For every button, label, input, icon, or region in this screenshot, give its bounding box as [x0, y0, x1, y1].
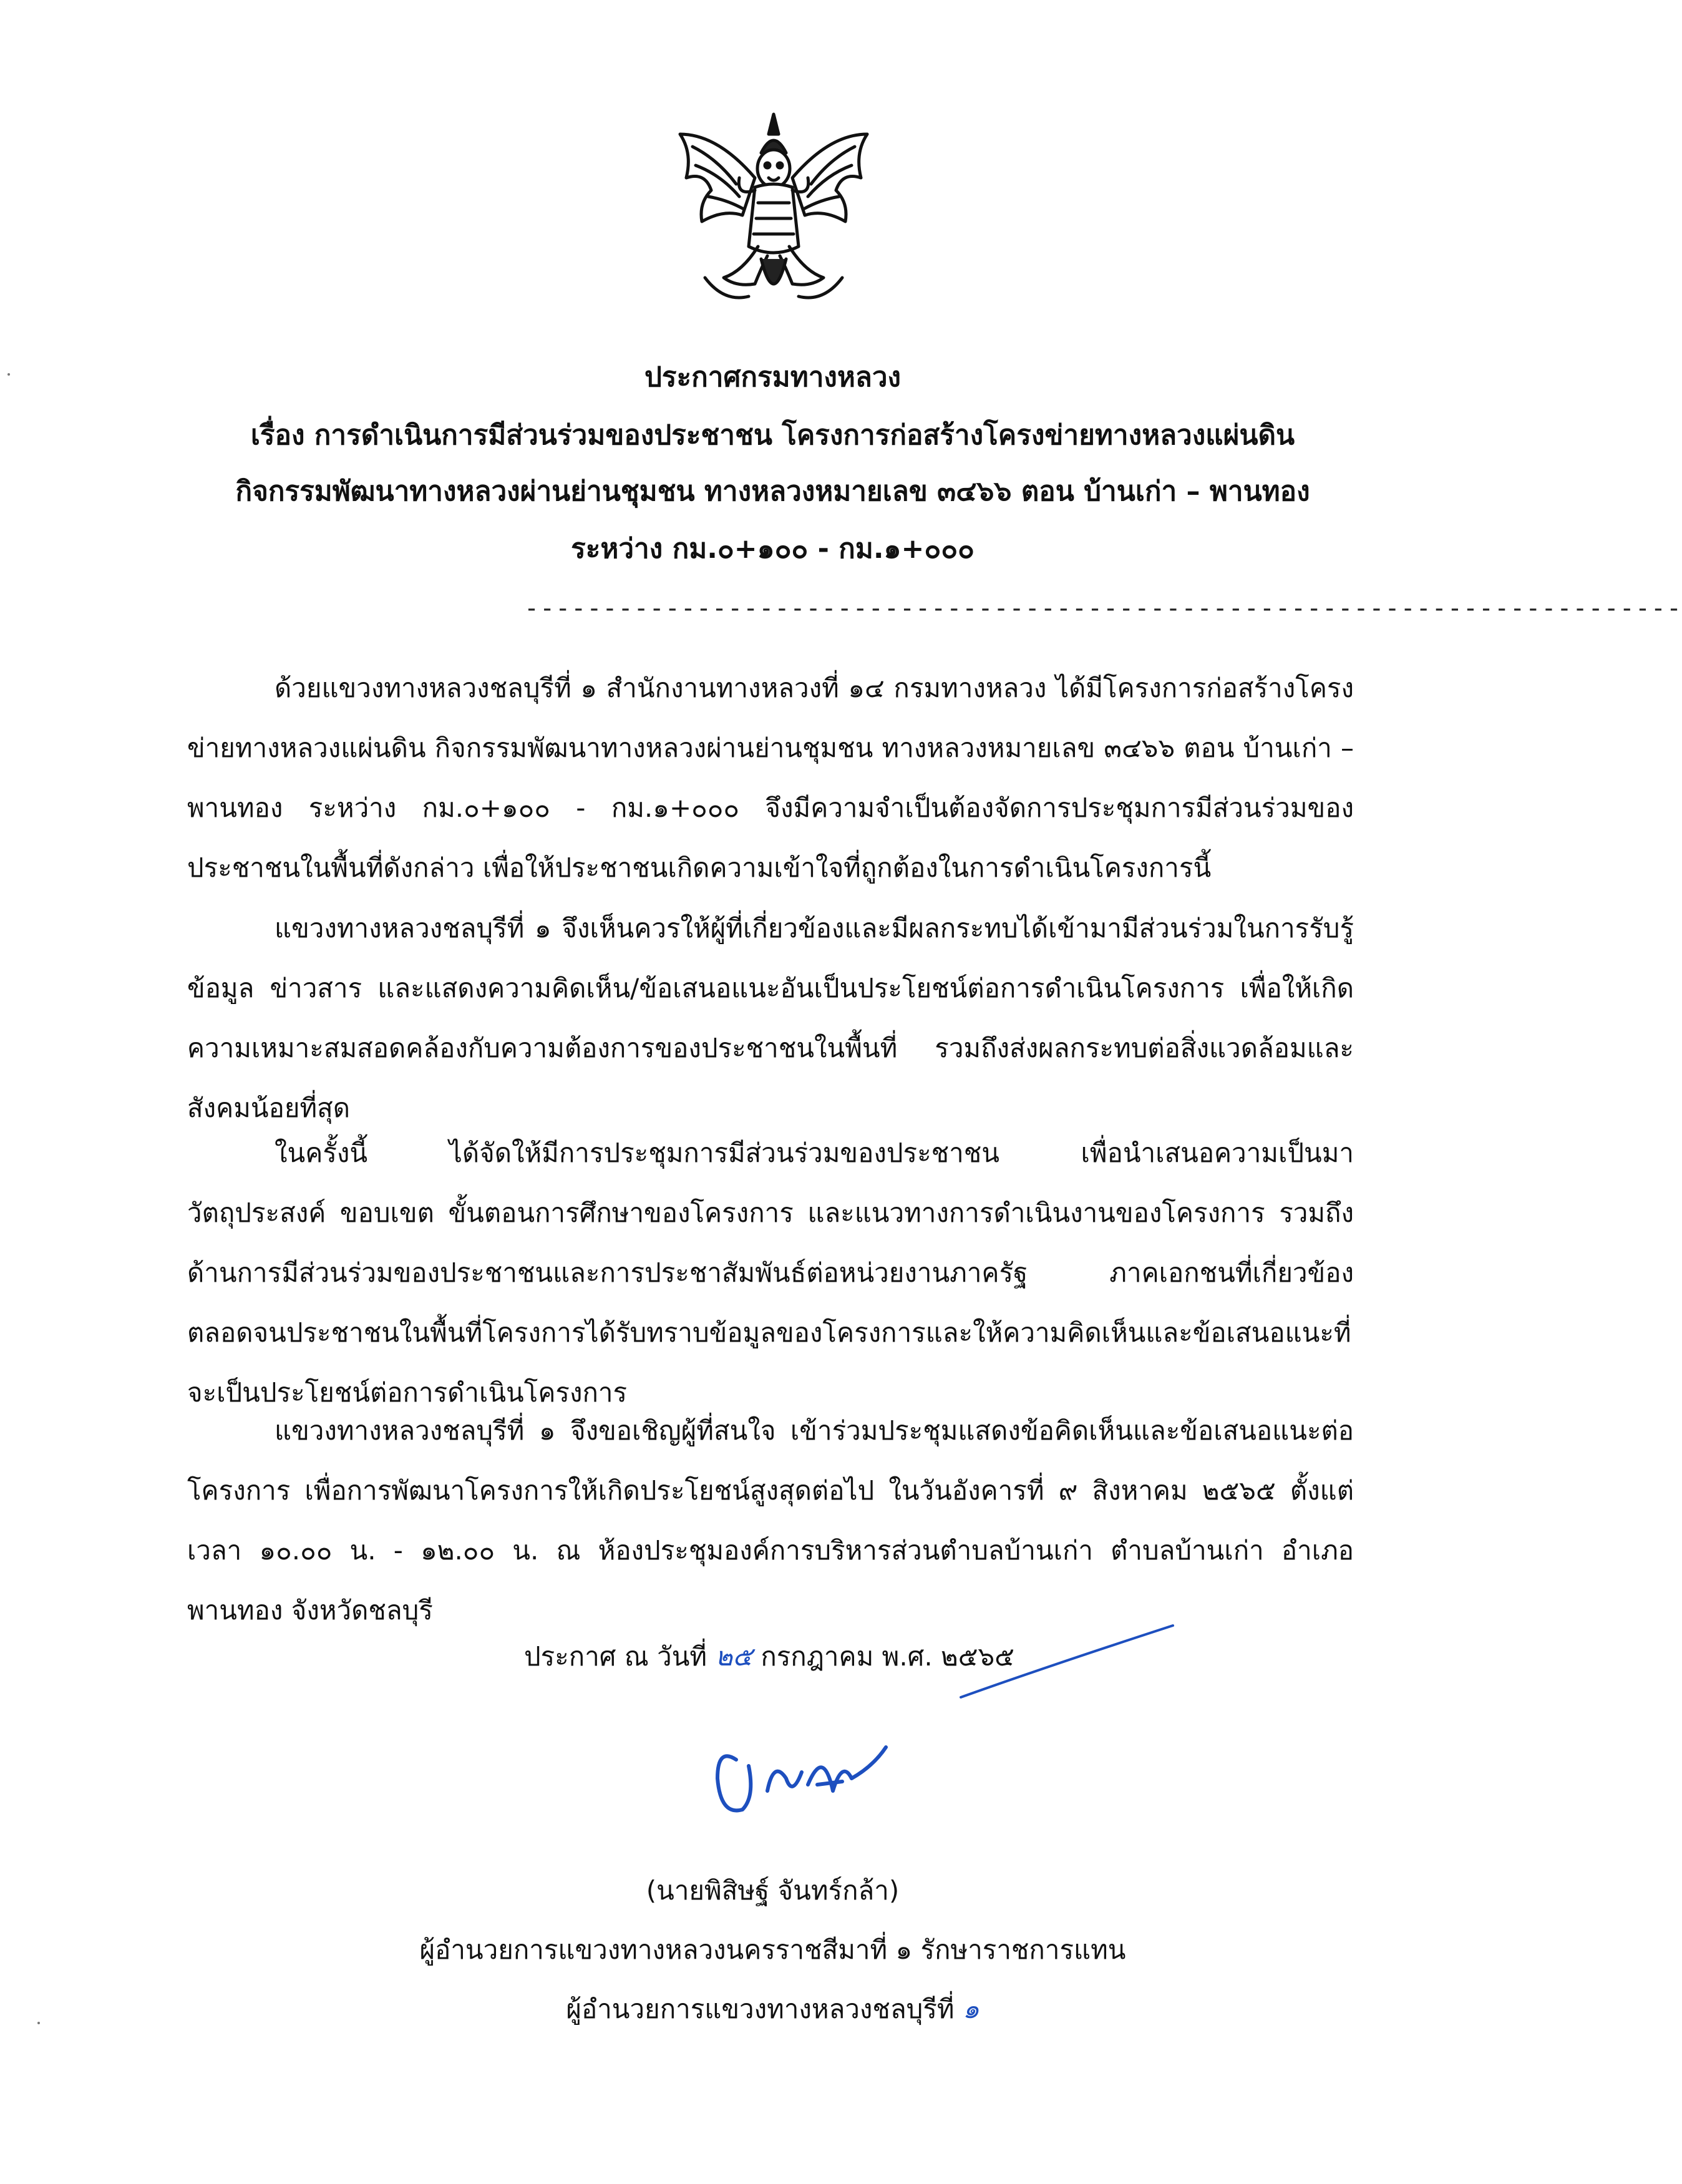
handwritten-signature: [699, 1722, 898, 1835]
announce-prefix: ประกาศ ณ วันที่: [524, 1641, 707, 1672]
announcement-activity: กิจกรรมพัฒนาทางหลวงผ่านย่านชุมชน ทางหลวงหมายเลข ๓๔๖๖ ตอน บ้านเก่า – พานทอง: [235, 475, 1310, 507]
body-paragraph-4: แขวงทางหลวงชลบุรีที่ ๑ จึงขอเชิญผู้ที่สนใจ เข้าร่วมประชุมแสดงข้อคิดเห็นและข้อเสนอแนะต่อโครงการ เพื่อการพัฒนาโครงการให้เกิดประโยชน์สูงสุดต่อไป ในวันอังคารที่ ๙ สิงหาคม ๒๕๖๕ ตั้งแต่เวลา ๑๐.๐๐ น. - ๑๒.๐๐ น. ณ ห้องประชุมองค์การบริหารส่วนตำบลบ้านเก่า ตำบลบ้านเก่า อำเภอพานทอง จังหวัดชลบุรี: [187, 1415, 1354, 1626]
announce-day-handwritten: ๒๕: [715, 1641, 752, 1672]
signer-position: [0, 1987, 1545, 2031]
header-divider: --------------------------------------------------------------------------: [524, 594, 1682, 623]
signer-position-acting: ผู้อำนวยการแขวงทางหลวงนครราชสีมาที่ ๑ รักษาราชการแทน: [419, 1934, 1126, 1965]
announce-suffix: กรกฎาคม พ.ศ. ๒๕๖๕: [761, 1641, 1014, 1672]
announcement-date: [524, 1635, 1014, 1679]
signer-position-text: ผู้อำนวยการแขวงทางหลวงชลบุรีที่: [566, 1994, 955, 2024]
scan-speck: [37, 2022, 40, 2024]
pen-stroke: [955, 1622, 1179, 1704]
signer-position-number: ๑: [962, 1994, 980, 2024]
scan-speck: [7, 373, 10, 376]
announcement-title: ประกาศกรมทางหลวง: [644, 361, 902, 393]
garuda-emblem-icon: [668, 109, 880, 321]
signer-name: (นายพิสิษฐ์ จันทร์กล้า): [646, 1875, 900, 1906]
body-paragraph-1: ด้วยแขวงทางหลวงชลบุรีที่ ๑ สำนักงานทางหลวงที่ ๑๔ กรมทางหลวง ได้มีโครงการก่อสร้างโครงข่ายทางหลวงแผ่นดิน กิจกรรมพัฒนาทางหลวงผ่านย่านชุมชน ทางหลวงหมายเลข ๓๔๖๖ ตอน บ้านเก่า – พานทอง ระหว่าง กม.๐+๑๐๐ - กม.๑+๐๐๐ จึงมีความจำเป็นต้องจัดการประชุมการมีส่วนร่วมของประชาชนในพื้นที่ดังกล่าว เพื่อให้ประชาชนเกิดความเข้าใจที่ถูกต้องในการดำเนินโครงการนี้: [187, 673, 1354, 883]
body-paragraph-2: แขวงทางหลวงชลบุรีที่ ๑ จึงเห็นควรให้ผู้ที่เกี่ยวข้องและมีผลกระทบได้เข้ามามีส่วนร่วมในการรับรู้ข้อมูล ข่าวสาร และแสดงความคิดเห็น/ข้อเสนอแนะอันเป็นประโยชน์ต่อการดำเนินโครงการ เพื่อให้เกิดความเหมาะสมสอดคล้องกับความต้องการของประชาชนในพื้นที่ รวมถึงส่งผลกระทบต่อสิ่งแวดล้อมและสังคมน้อยที่สุด: [187, 913, 1354, 1123]
body-paragraph-3: ในครั้งนี้ ได้จัดให้มีการประชุมการมีส่วนร่วมของประชาชน เพื่อนำเสนอความเป็นมา วัตถุประสงค์ ขอบเขต ขั้นตอนการศึกษาของโครงการ และแนวทางการดำเนินงานของโครงการ รวมถึงด้านการมีส่วนร่วมของประชาชนและการประชาสัมพันธ์ต่อหน่วยงานภาครัฐ ภาคเอกชนที่เกี่ยวข้อง ตลอดจนประชาชนในพื้นที่โครงการได้รับทราบข้อมูลของโครงการและให้ความคิดเห็นและข้อเสนอแนะที่จะเป็นประโยชน์ต่อการดำเนินโครงการ: [187, 1138, 1354, 1408]
announcement-range: ระหว่าง กม.๐+๑๐๐ - กม.๑+๐๐๐: [571, 533, 975, 565]
announcement-subject: เรื่อง การดำเนินการมีส่วนร่วมของประชาชน โครงการก่อสร้างโครงข่ายทางหลวงแผ่นดิน: [250, 419, 1295, 451]
